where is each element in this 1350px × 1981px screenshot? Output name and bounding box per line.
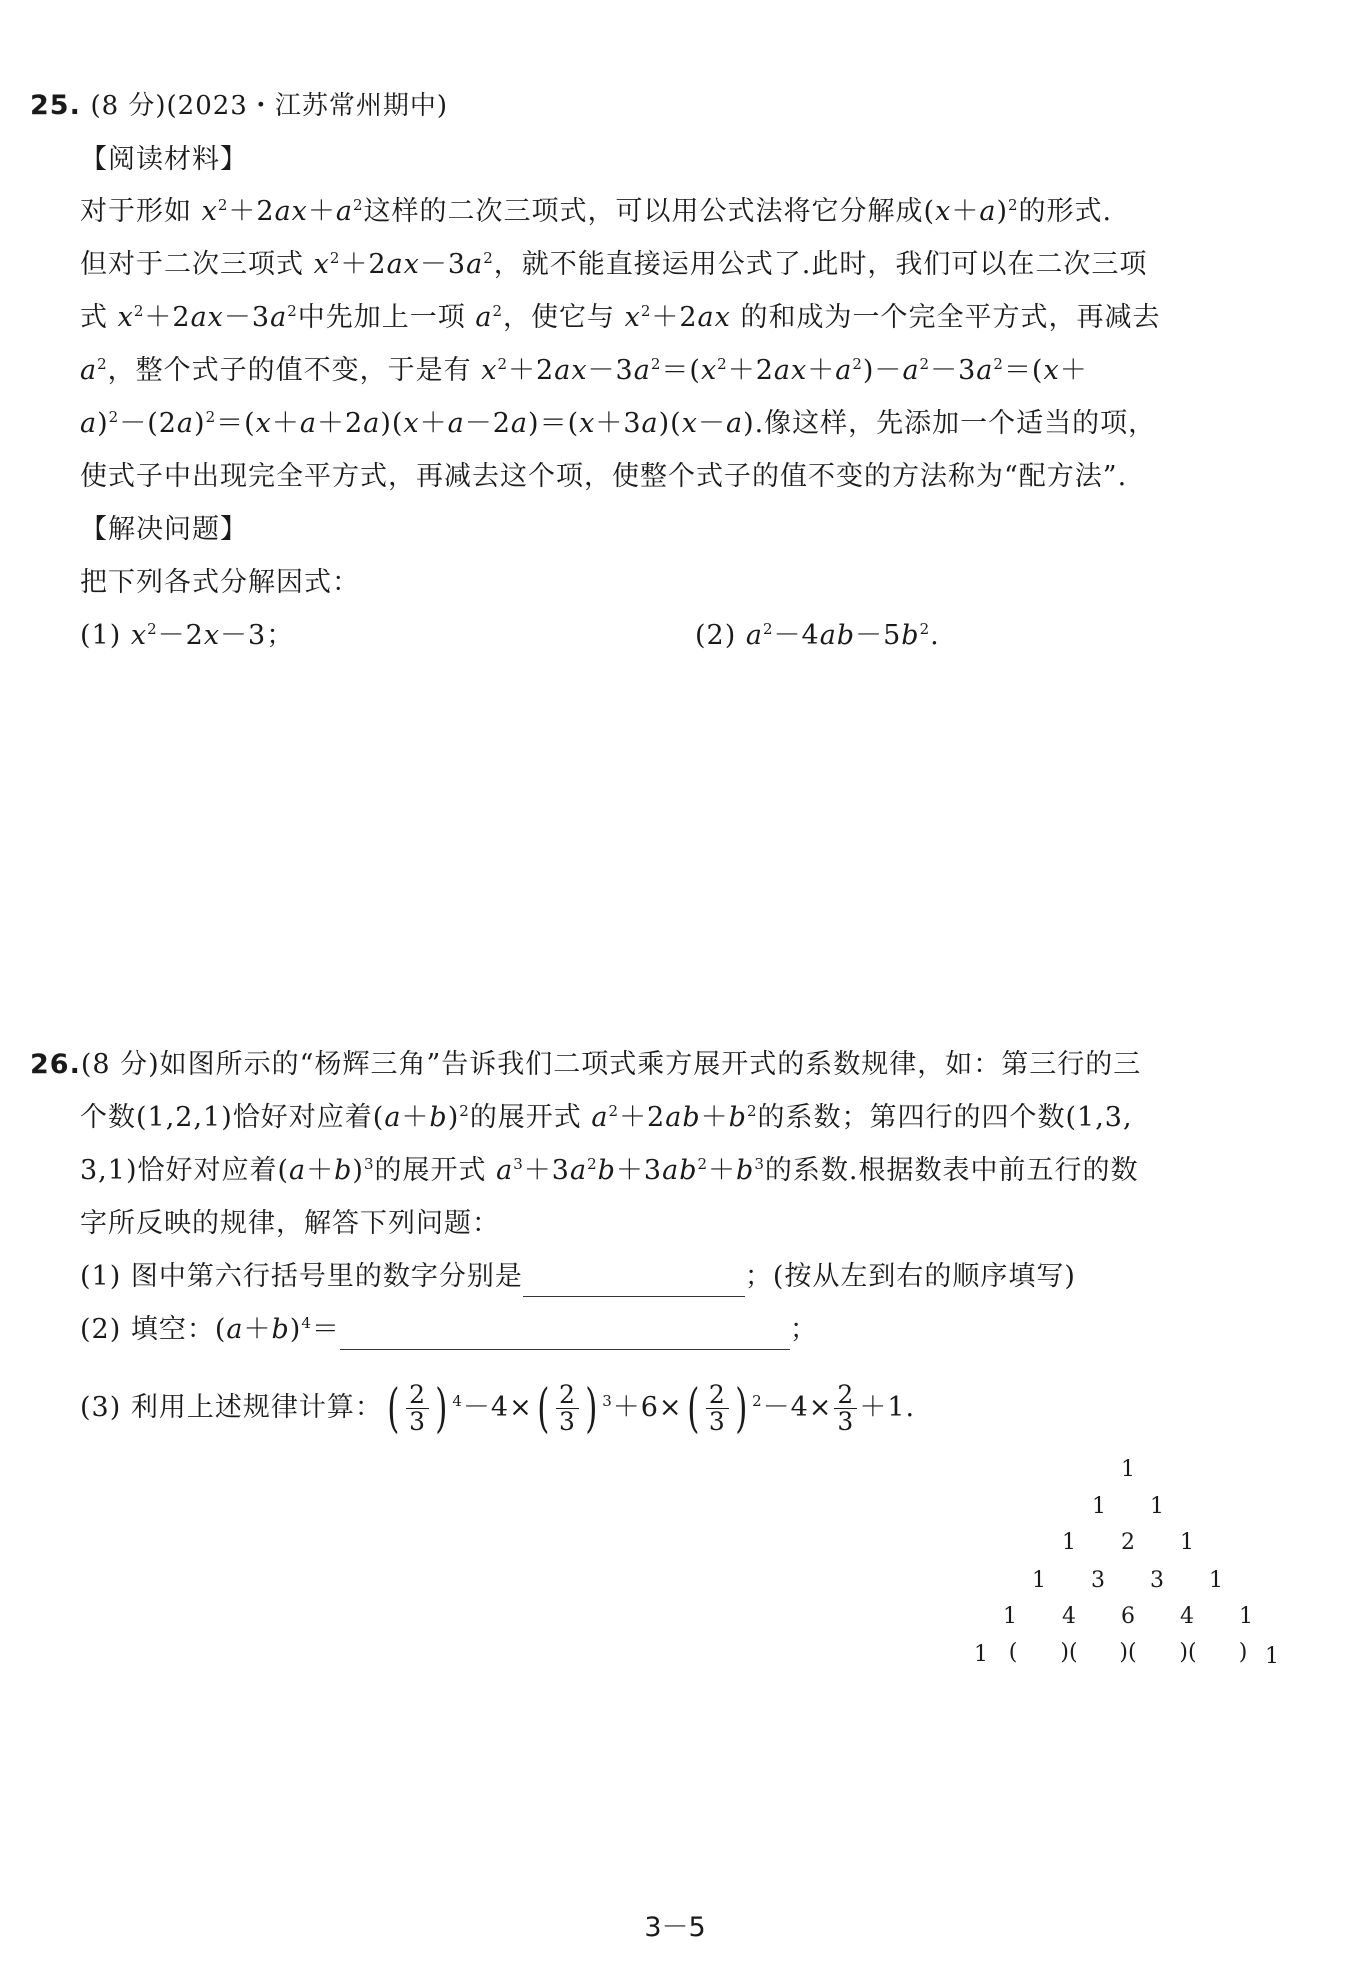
q25-sub2-label: (2) [695, 620, 737, 651]
q26-sub1-note: ；(按从左到右的顺序填写) [744, 1261, 1076, 1292]
q25-reading-line-2: 但对于二次三项式 $x^2+2ax-3a^2$，就不能直接运用公式了.此时，我们可以在二次三项 [80, 249, 1148, 280]
q25-reading-line-4: $a^2$，整个式子的值不变，于是有 $x^2+2ax-3a^2=(x^2+2ax+a^2)-a^2-3a^2=(x+$ [80, 355, 1088, 386]
q26-line-4: 字所反映的规律，解答下列问题： [80, 1208, 500, 1239]
tri-r6-paren-5: ) [1238, 1640, 1248, 1665]
tri-r6-c7: 1 [1265, 1644, 1279, 1669]
tri-r5-c1: 1 [1003, 1604, 1017, 1629]
tri-r5-c4: 4 [1180, 1604, 1194, 1629]
tri-r5-c5: 1 [1239, 1604, 1253, 1629]
q26-sub1 [80, 1257, 1076, 1297]
tri-r6-paren-3: )( [1119, 1640, 1137, 1665]
tri-r6-paren-4: )( [1179, 1640, 1197, 1665]
q26-line-2: 个数(1,2,1)恰好对应着$(a+b)^2$的展开式 $a^2+2ab+b^2$的系数；第四行的四个数(1,3, [80, 1102, 1133, 1133]
tri-r6-c1: 1 [974, 1642, 988, 1667]
tri-r5-c3: 6 [1121, 1604, 1135, 1629]
q26-sub2-label: (2) [80, 1314, 122, 1345]
q26-sub1-label: (1) [80, 1261, 122, 1292]
q26-sub2-expr: $(a+b)^4=$ [214, 1314, 340, 1345]
q25-sub1-label: (1) [80, 620, 122, 651]
page-number: 3－5 [644, 1912, 706, 1943]
q26-sub2: (2) 填空：$(a+b)^4=$ ； [80, 1310, 818, 1350]
q26-sub3-text: 利用上述规律计算： [130, 1392, 383, 1423]
q25-task: 把下列各式分解因式： [80, 567, 360, 598]
tri-r1-c1: 1 [1121, 1457, 1135, 1482]
tri-r2-c2: 1 [1150, 1494, 1164, 1519]
q26-line-3: 3,1)恰好对应着$(a+b)^3$的展开式 $a^3+3a^2b+3ab^2+b^3$的系数.根据数表中前五行的数 [80, 1155, 1139, 1186]
q25-reading-line-3: 式 $x^2+2ax-3a^2$中先加上一项 $a^2$，使它与 $x^2+2ax$ 的和成为一个完全平方式，再减去 [80, 302, 1161, 333]
q26-sub3-label: (3) [80, 1392, 122, 1423]
q26-line-1 [30, 1045, 1141, 1085]
q25-reading-line-5: $a)^2-(2a)^2=(x+a+2a)(x+a-2a)=(x+3a)(x-a)$.像这样，先添加一个适当的项， [80, 408, 1157, 439]
tri-r3-c1: 1 [1062, 1530, 1076, 1555]
q25-header: (8 分)(2023・江苏常州期中) [90, 91, 448, 121]
tri-r6-paren-1: ( [1008, 1640, 1018, 1665]
tri-r3-c2: 2 [1121, 1530, 1135, 1555]
tri-r5-c2: 4 [1062, 1604, 1076, 1629]
tri-r4-c3: 3 [1150, 1568, 1164, 1593]
q26-sub3 [80, 1378, 915, 1438]
q25-sub2 [695, 616, 940, 656]
tri-r4-c4: 1 [1209, 1568, 1223, 1593]
tri-r6-paren-2: )( [1060, 1640, 1078, 1665]
q26-sub2-text: 填空： [130, 1314, 215, 1345]
q25-reading-line-1: 对于形如 $x^2+2ax+a^2$这样的二次三项式，可以用公式法将它分解成$(x+a)^2$的形式. [80, 196, 1113, 227]
q25-header-line [30, 86, 448, 126]
tri-r4-c1: 1 [1032, 1568, 1046, 1593]
q25-number: 25. [30, 90, 81, 121]
q25-sub1-expr: $x^2-2x-3$； [130, 620, 295, 651]
q26-sub3-expr: ( $\frac{2}{3}$ ) $^4$－4×( $\frac{2}{3}$ ) $^3$＋6×( $\frac{2}{3}$ ) $^2$－4× $\frac{2}{3}$ ＋1. [387, 1378, 916, 1439]
q26-sub1-text: 图中第六行括号里的数字分别是 [130, 1261, 523, 1292]
q25-solve-title: 【解决问题】 [80, 514, 248, 545]
tri-r3-c3: 1 [1180, 1530, 1194, 1555]
q26-line-1-text: (8 分)如图所示的“杨辉三角”告诉我们二项式乘方展开式的系数规律，如：第三行的三 [80, 1049, 1142, 1080]
tri-r4-c2: 3 [1091, 1568, 1105, 1593]
q26-sub1-answer-blank[interactable] [523, 1266, 745, 1297]
q25-sub1 [80, 616, 294, 656]
q26-number: 26. [30, 1049, 81, 1080]
tri-r2-c1: 1 [1092, 1494, 1106, 1519]
q25-reading-title: 【阅读材料】 [80, 144, 248, 175]
q25-sub2-expr: $a^2-4ab-5b^2$. [745, 620, 940, 651]
q25-reading-line-6: 使式子中出现完全平方式，再减去这个项，使整个式子的值不变的方法称为“配方法”. [80, 461, 1128, 492]
q26-sub2-answer-blank[interactable] [340, 1319, 790, 1350]
